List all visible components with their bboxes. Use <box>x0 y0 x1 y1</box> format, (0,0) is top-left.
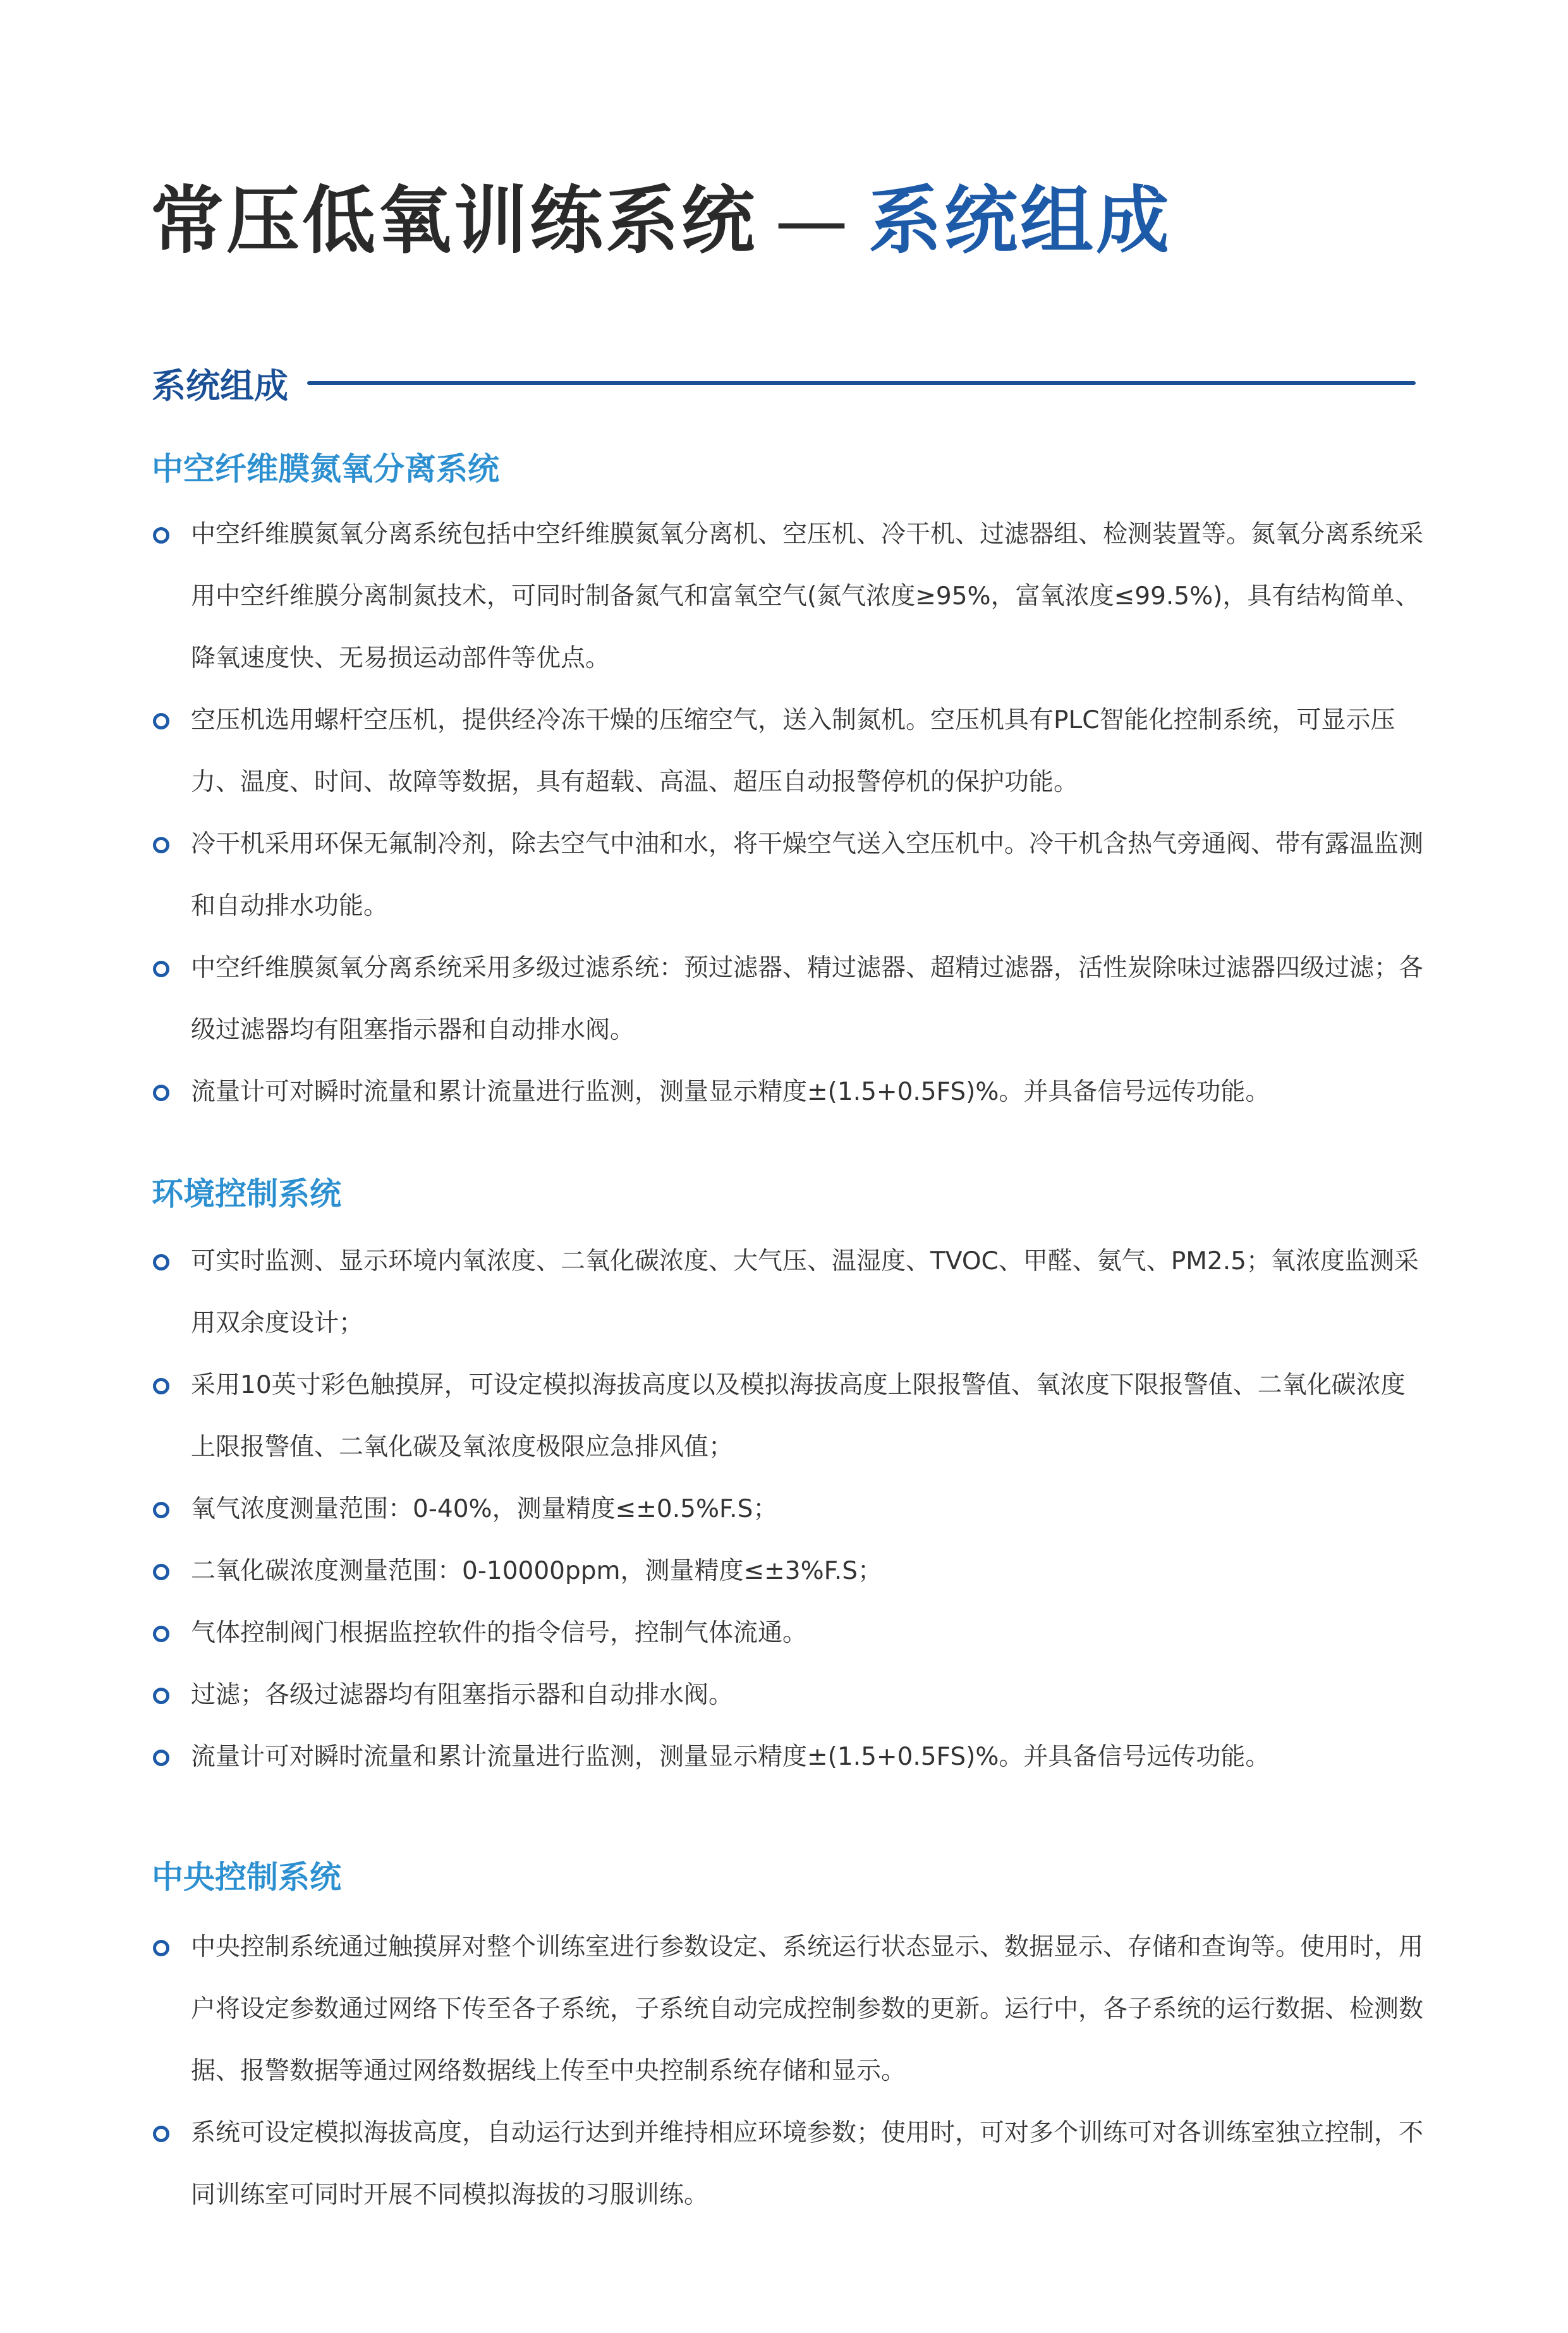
list-item: 采用10英寸彩色触摸屏，可设定模拟海拔高度以及模拟海拔高度上限报警值、氧浓度下限报警值、二氧化碳浓度上限报警值、二氧化碳及氧浓度极限应急排风值； <box>152 1355 1428 1478</box>
list-item: 氧气浓度测量范围：0-40%，测量精度≤±0.5%F.S； <box>152 1478 1428 1540</box>
bullet-circle-icon <box>153 961 169 977</box>
page-title <box>150 174 1172 269</box>
section-heading-rule <box>307 381 1416 385</box>
list-item: 系统可设定模拟海拔高度，自动运行达到并维持相应环境参数；使用时，可对多个训练可对各训练室独立控制，不同训练室可同时开展不同模拟海拔的习服训练。 <box>152 2102 1428 2226</box>
bullet-circle-icon <box>153 1564 169 1580</box>
bullet-list-environment <box>152 1231 1428 1788</box>
section-heading <box>152 358 1416 408</box>
section-heading-label: 系统组成 <box>152 365 288 406</box>
bullet-list-separation <box>152 504 1428 1123</box>
list-item: 中空纤维膜氮氧分离系统采用多级过滤系统：预过滤器、精过滤器、超精过滤器，活性炭除味过滤器四级过滤；各级过滤器均有阻塞指示器和自动排水阀。 <box>152 937 1428 1061</box>
list-item: 中央控制系统通过触摸屏对整个训练室进行参数设定、系统运行状态显示、数据显示、存储和查询等。使用时，用户将设定参数通过网络下传至各子系统，子系统自动完成控制参数的更新。运行中，各子系统的运行数据、检测数据、报警数据等通过网络数据线上传至中央控制系统存储和显示。 <box>152 1916 1428 2102</box>
bullet-circle-icon <box>153 1626 169 1642</box>
bullet-circle-icon <box>153 1085 169 1101</box>
subsection-title-central: 中央控制系统 <box>152 1859 341 1896</box>
bullet-circle-icon <box>153 1378 169 1394</box>
title-separator: — <box>775 178 851 264</box>
list-item: 气体控制阀门根据监控软件的指令信号，控制气体流通。 <box>152 1602 1428 1664</box>
bullet-circle-icon <box>153 2126 169 2142</box>
subsection-title-environment: 环境控制系统 <box>152 1176 341 1212</box>
list-item: 过滤；各级过滤器均有阻塞指示器和自动排水阀。 <box>152 1664 1428 1726</box>
list-item: 流量计可对瞬时流量和累计流量进行监测，测量显示精度±(1.5+0.5FS)%。并具备信号远传功能。 <box>152 1726 1428 1788</box>
title-main: 常压低氧训练系统 <box>150 178 757 264</box>
list-item: 二氧化碳浓度测量范围：0-10000ppm，测量精度≤±3%F.S； <box>152 1540 1428 1602</box>
list-item: 流量计可对瞬时流量和累计流量进行监测，测量显示精度±(1.5+0.5FS)%。并具备信号远传功能。 <box>152 1061 1428 1123</box>
bullet-circle-icon <box>153 1502 169 1518</box>
title-accent: 系统组成 <box>868 178 1172 264</box>
bullet-list-central <box>152 1916 1428 2226</box>
list-item: 可实时监测、显示环境内氧浓度、二氧化碳浓度、大气压、温湿度、TVOC、甲醛、氨气、PM2.5；氧浓度监测采用双余度设计； <box>152 1231 1428 1355</box>
bullet-circle-icon <box>153 1750 169 1766</box>
bullet-circle-icon <box>153 713 169 729</box>
bullet-circle-icon <box>153 1940 169 1956</box>
list-item: 冷干机采用环保无氟制冷剂，除去空气中油和水，将干燥空气送入空压机中。冷干机含热气旁通阀、带有露温监测和自动排水功能。 <box>152 813 1428 937</box>
subsection-title-separation: 中空纤维膜氮氧分离系统 <box>152 451 499 487</box>
bullet-circle-icon <box>153 527 169 544</box>
bullet-circle-icon <box>153 1688 169 1704</box>
list-item: 空压机选用螺杆空压机，提供经冷冻干燥的压缩空气，送入制氮机。空压机具有PLC智能化控制系统，可显示压力、温度、时间、故障等数据，具有超载、高温、超压自动报警停机的保护功能。 <box>152 690 1428 813</box>
bullet-circle-icon <box>153 1254 169 1270</box>
list-item: 中空纤维膜氮氧分离系统包括中空纤维膜氮氧分离机、空压机、冷干机、过滤器组、检测装置等。氮氧分离系统采用中空纤维膜分离制氮技术，可同时制备氮气和富氧空气(氮气浓度≥95%，富氧浓度≤99.5%)，具有结构简单、降氧速度快、无易损运动部件等优点。 <box>152 504 1428 690</box>
bullet-circle-icon <box>153 837 169 853</box>
